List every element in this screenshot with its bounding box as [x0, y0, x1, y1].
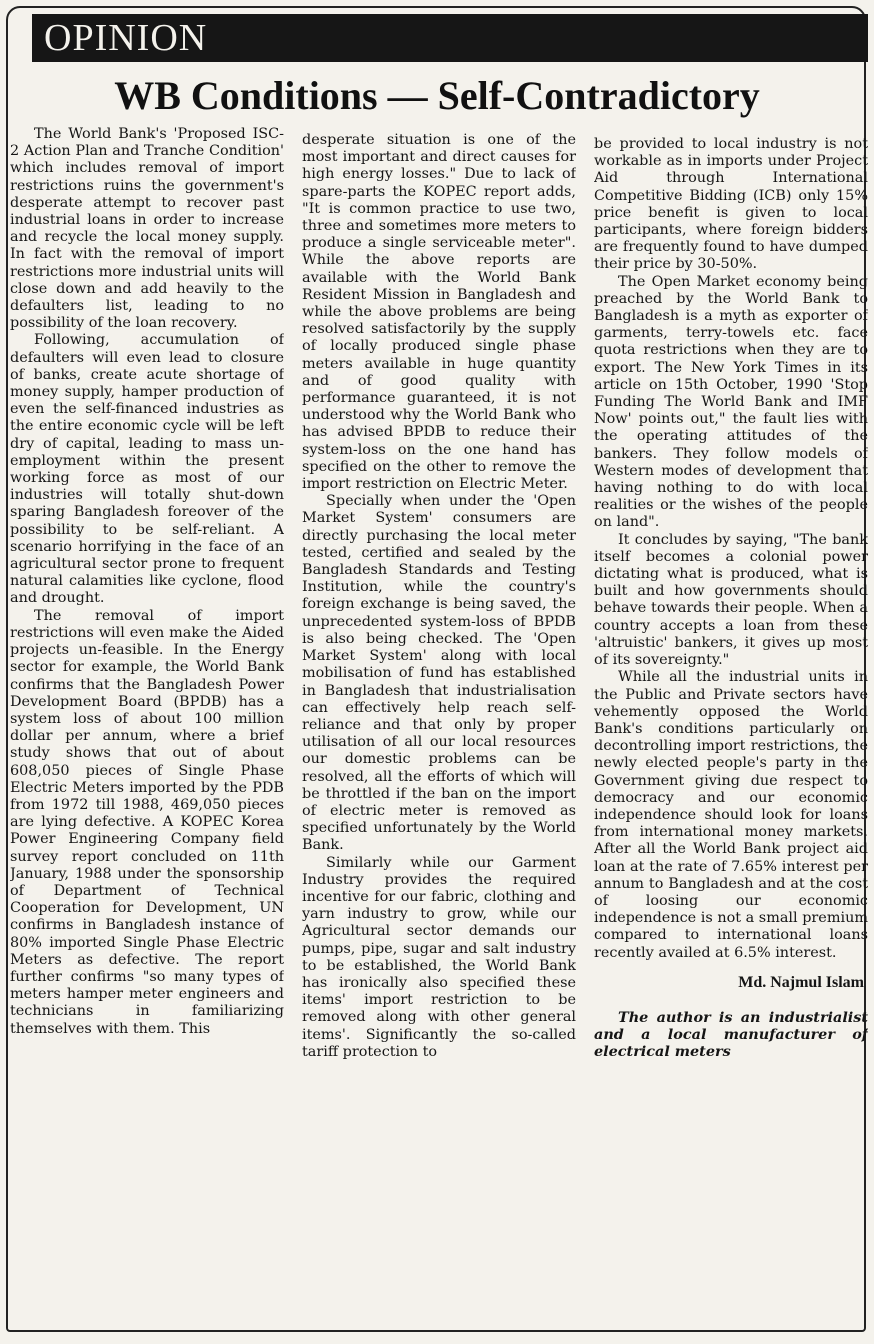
section-banner: OPINION [32, 14, 868, 62]
paragraph: The Open Market economy being preached by the World Bank to Bangladesh is a myth as exporter of garments, terry-towels etc. face quota restrictions when they are to export. The New York Times in its article on 15th October, 1990 'Stop Funding The World Bank and IMF Now' points out," the fault lies with the operating attitudes of the bankers. They follow models of Western modes of development that having nothing to do with local realities or the wishes of the people on land". [594, 273, 868, 531]
paragraph: Following, accumulation of defaulters will even lead to closure of banks, create acute shortage of money supply, hamper production of even the self-financed industries as the entire economic cycle will be left dry of capital, leading to mass un-employment within the present working force as most of our industries will totally shut-down sparing Bangladesh foreover of the possibility to be self-reliant. A scenario horrifying in the face of an agricultural sector prone to frequent natural calamities like cyclone, flood and drought. [10, 332, 284, 607]
author-note: The author is an industrialist and a local manufacturer of electrical meters [594, 1008, 868, 1061]
paragraph: desperate situation is one of the most important and direct causes for high energy losses." Due to lack of spare-parts the KOPEC report adds, "It is common practice to use two, three and sometimes more meters to produce a single serviceable meter". While the above reports are available with the World Bank Resident Mission in Bangladesh and while the above problems are being resolved satisfactorily by the supply of locally produced single phase meters available in huge quantity and of good quality with performance guaranteed, it is not understood why the World Bank who has advised BPDB to reduce their system-loss on the one hand has specified on the other to remove the import restriction on Electric Meter. [302, 132, 576, 493]
paragraph: It concludes by saying, "The bank itself becomes a colonial power dictating what is produced, what is built and how governments should behave towards their people. When a country accepts a loan from these 'altruistic' bankers, it gives up most of its sovereignty." [594, 531, 868, 669]
paragraph: The World Bank's 'Proposed ISC-2 Action Plan and Tranche Condition' which includes removal of import restrictions ruins the government's desperate attempt to recover past industrial loans in order to increase and recycle the local money supply. In fact with the removal of import restrictions more industrial units will close down and add heavily to the defaulters list, leading to no possibility of the loan recovery. [10, 126, 284, 332]
paragraph: The removal of import restrictions will even make the Aided projects un-feasible. In the Energy sector for example, the World Bank confirms that the Bangladesh Power Development Board (BPDB) has a system loss of about 100 million dollar per annum, where a brief study shows that out of about 608,050 pieces of Single Phase Electric Meters imported by the PDB from 1972 till 1988, 469,050 pieces are lying defective. A KOPEC Korea Power Engineering Company field survey report concluded on 11th January, 1988 under the sponsorship of Department of Technical Cooperation for Development, UN confirms in Bangladesh instance of 80% imported Single Phase Electric Meters as defective. The report further confirms "so many types of meters hamper meter engineers and technicians in familiarizing themselves with them. This [10, 607, 284, 1037]
column-3 [594, 136, 868, 1344]
column-2 [302, 132, 576, 1340]
paragraph: While all the industrial units in the Public and Private sectors have vehemently opposed the World Bank's conditions particularly on decontrolling import restrictions, the newly elected people's party in the Government giving due respect to democracy and our economic independence should look for loans from international money markets. After all the World Bank project aid loan at the rate of 7.65% interest per annum to Bangladesh and at the cost of loosing our economic independence is not a small premium compared to international loans recently availed at 6.5% interest. [594, 669, 868, 961]
byline: Md. Najmul Islam [738, 973, 864, 991]
paragraph: Similarly while our Garment Industry provides the required incentive for our fabric, clothing and yarn industry to grow, while our Agricultural sector demands our pumps, pipe, sugar and salt industry to be established, the World Bank has ironically also specified these items' import restriction to be removed along with other general items'. Significantly the so-called tariff protection to [302, 854, 576, 1060]
column-1 [10, 126, 284, 1334]
headline: WB Conditions — Self-Contradictory [114, 73, 760, 118]
paragraph: Specially when under the 'Open Market System' consumers are directly purchasing the local meter tested, certified and sealed by the Bangladesh Standards and Testing Institution, while the country's foreign exchange is being saved, the unprecedented system-loss of BPDB is also being checked. The 'Open Market System' along with local mobilisation of fund has established in Bangladesh that industrialisation can effectively help reach self-reliance and that only by proper utilisation of all our local resources our domestic problems can be resolved, all the efforts of which will be throttled if the ban on the import of electric meter is removed as specified unfortunately by the World Bank. [302, 493, 576, 854]
paragraph: be provided to local industry is not workable as in imports under Project Aid through International Competitive Bidding (ICB) only 15% price benefit is given to local participants, where foreign bidders are frequently found to have dumped their price by 30-50%. [594, 136, 868, 273]
